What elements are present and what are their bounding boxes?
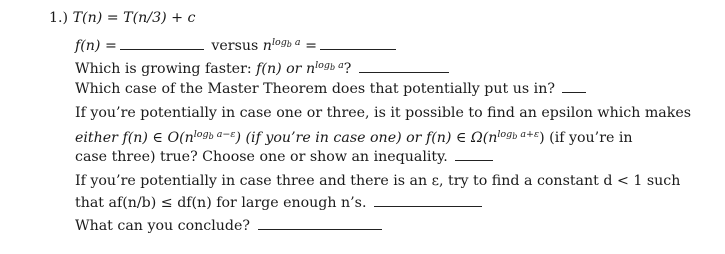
problem-header [49, 8, 196, 28]
problem-number: 1.) [49, 10, 69, 26]
case-three-line-1: If you’re potentially in case three and there is an ε, try to find a constant d < 1 such [75, 173, 681, 189]
epsilon-line-1: If you’re potentially in case one or three, is it possible to find an epsilon which makes [75, 105, 692, 121]
conclusion-answer-blank[interactable] [258, 228, 382, 230]
recurrence: T(n) = T(n/3) + c [72, 10, 196, 26]
conclusion-question: What can you conclude? [75, 216, 385, 236]
epsilon-answer-blank[interactable] [455, 159, 493, 161]
case-three-line-2: that af(n/b) ≤ df(n) for large enough n’s. [75, 193, 485, 213]
d-answer-blank[interactable] [374, 205, 482, 207]
f-label: f(n) = [75, 38, 117, 54]
case-question: Which case of the Master Theorem does that potentially put us in? [75, 79, 589, 99]
epsilon-line-3: case three) true? Choose one or show an inequality. [75, 147, 496, 167]
f-vs-nlog-row: f(n) = versus $n^{log_b a}$ = [75, 33, 399, 56]
growing-answer-blank[interactable] [359, 71, 449, 73]
n-symbol: n [262, 38, 272, 54]
versus-label: versus [211, 38, 259, 54]
epsilon-line-2: either f(n) ∈ $O(n^{log_b a-\varepsilon})$ (if you’re in case one) or f(n) ∈ $\Omega(n^{log_b a+\varepsilon})$ (if you’re in [75, 129, 633, 146]
nlog-answer-blank[interactable] [320, 48, 396, 50]
case-answer-blank[interactable] [562, 91, 586, 93]
f-answer-blank[interactable] [120, 48, 204, 50]
equals-sign: = [305, 38, 317, 54]
growing-question: Which is growing faster: f(n) or $n^{log_b a}$? [75, 56, 452, 79]
